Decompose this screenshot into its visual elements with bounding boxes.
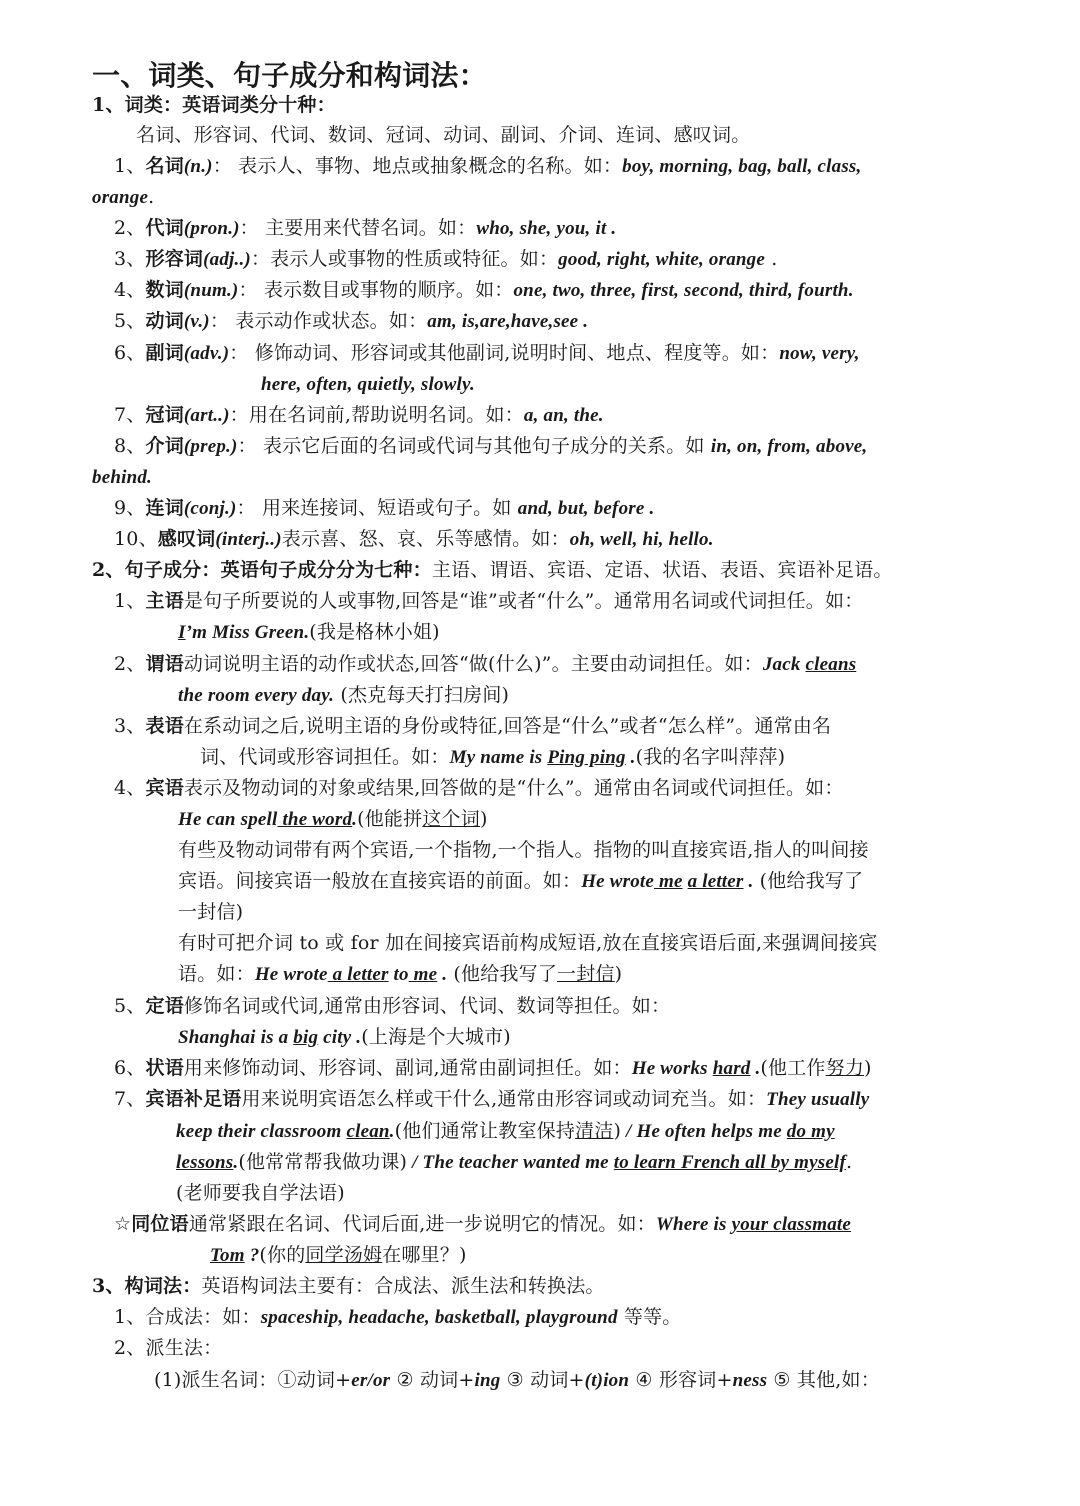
word-class-list: 名词、形容词、代词、数词、冠词、动词、副词、介词、连词、感叹词。	[136, 124, 751, 146]
word-class-preposition-cont: behind.	[92, 467, 152, 488]
element-subject-example: I’m Miss Green.(我是格林小姐)	[178, 621, 440, 643]
section-2-heading: 2、句子成分：英语句子成分分为七种：主语、谓语、宾语、定语、状语、表语、宾语补足语。	[92, 559, 893, 581]
element-object-note-2-cont: 一封信)	[178, 901, 244, 923]
element-object: 4、宾语表示及物动词的对象或结果,回答做的是“什么”。通常由名词或代词担任。如：	[114, 777, 844, 799]
word-class-adverb-cont: here, often, quietly, slowly.	[261, 374, 475, 395]
element-object-note-4: 语。如：He wrote a letter to me . (他给我写了一封信)	[178, 963, 623, 985]
element-subject: 1、主语是句子所要说的人或事物,回答是“谁”或者“什么”。通常用名词或代词担任。如：	[114, 590, 864, 612]
element-complement-example-3: (老师要我自学法语)	[176, 1182, 345, 1204]
word-class-conjunction: 9、连词(conj.)： 用来连接词、短语或句子。如 and, but, before .	[114, 497, 655, 519]
element-attribute: 5、定语修饰名词或代词,通常由形容词、代词、数词等担任。如：	[114, 995, 671, 1017]
element-complement-example-2: lessons.(他常常帮我做功课) / The teacher wanted me to learn French all by myself.	[176, 1151, 853, 1173]
element-object-note-3: 有时可把介词 to 或 for 加在间接宾语前构成短语,放在直接宾语后面,来强调间接宾	[178, 932, 878, 954]
element-object-note-2: 宾语。间接宾语一般放在直接宾语的前面。如：He wrote me a letter . (他给我写了	[178, 870, 864, 892]
element-appositive-example: Tom ?(你的同学汤姆在哪里？)	[210, 1244, 467, 1266]
word-class-numeral: 4、数词(num.)： 表示数目或事物的顺序。如：one, two, three, first, second, third, fourth.	[114, 279, 854, 301]
word-class-interjection: 10、感叹词(interj..)表示喜、怒、哀、乐等感情。如：oh, well, hi, hello.	[114, 528, 714, 550]
word-class-article: 7、冠词(art..)：用在名词前,帮助说明名词。如：a, an, the.	[114, 404, 604, 426]
element-appositive: ☆同位语通常紧跟在名词、代词后面,进一步说明它的情况。如：Where is your classmate	[114, 1213, 852, 1235]
page-title: 一、词类、句子成分和构词法：	[92, 59, 487, 92]
word-class-pronoun: 2、代词(pron.)： 主要用来代替名词。如：who, she, you, it .	[114, 217, 617, 239]
element-attribute-example: Shanghai is a big city .(上海是个大城市)	[178, 1026, 511, 1048]
section-3-heading: 3、构词法：英语构词法主要有：合成法、派生法和转换法。	[92, 1275, 605, 1297]
word-class-noun-cont: orange.	[92, 186, 155, 208]
element-complement-example-1: keep their classroom clean.(他们通常让教室保持清洁) / He often helps me do my	[176, 1120, 835, 1142]
word-formation-compound: 1、合成法：如：spaceship, headache, basketball, playground 等等。	[114, 1306, 682, 1328]
word-class-adjective: 3、形容词(adj..)：表示人或事物的性质或特征。如：good, right, white, orange .	[114, 248, 778, 270]
element-adverbial: 6、状语用来修饰动词、形容词、副词,通常由副词担任。如：He works hard .(他工作努力)	[114, 1057, 872, 1079]
word-formation-derivation: 2、派生法：	[114, 1337, 223, 1359]
section-1-heading: 1、词类：英语词类分十种：	[92, 94, 336, 116]
element-predicate-example: the room every day. (杰克每天打扫房间)	[178, 684, 510, 706]
word-class-noun: 1、名词(n.)： 表示人、事物、地点或抽象概念的名称。如：boy, morning, bag, ball, class,	[114, 155, 862, 177]
word-class-adverb: 6、副词(adv.)： 修饰动词、形容词或其他副词,说明时间、地点、程度等。如：now, very,	[114, 342, 860, 364]
word-class-preposition: 8、介词(prep.)： 表示它后面的名词或代词与其他句子成分的关系。如 in, on, from, above,	[114, 435, 868, 457]
element-predicate: 2、谓语动词说明主语的动作或状态,回答“做(什么)”。主要由动词担任。如：Jack cleans	[114, 653, 857, 675]
derived-nouns: (1)派生名词：①动词+er/or ② 动词+ing ③ 动词+(t)ion ④ 形容词+ness ⑤ 其他,如：	[154, 1369, 880, 1391]
element-complement: 7、宾语补足语用来说明宾语怎么样或干什么,通常由形容词或动词充当。如：They usually	[114, 1088, 870, 1110]
element-predicative: 3、表语在系动词之后,说明主语的身份或特征,回答是“什么”或者“怎么样”。通常由名	[114, 715, 832, 737]
element-object-example-1: He can spell the word.(他能拼这个词)	[178, 808, 488, 830]
element-object-note-1: 有些及物动词带有两个宾语,一个指物,一个指人。指物的叫直接宾语,指人的叫间接	[178, 839, 869, 861]
element-predicative-cont: 词、代词或形容词担任。如：My name is Ping ping .(我的名字叫萍萍)	[200, 746, 786, 768]
word-class-verb: 5、动词(v.)： 表示动作或状态。如：am, is,are,have,see .	[114, 310, 589, 332]
